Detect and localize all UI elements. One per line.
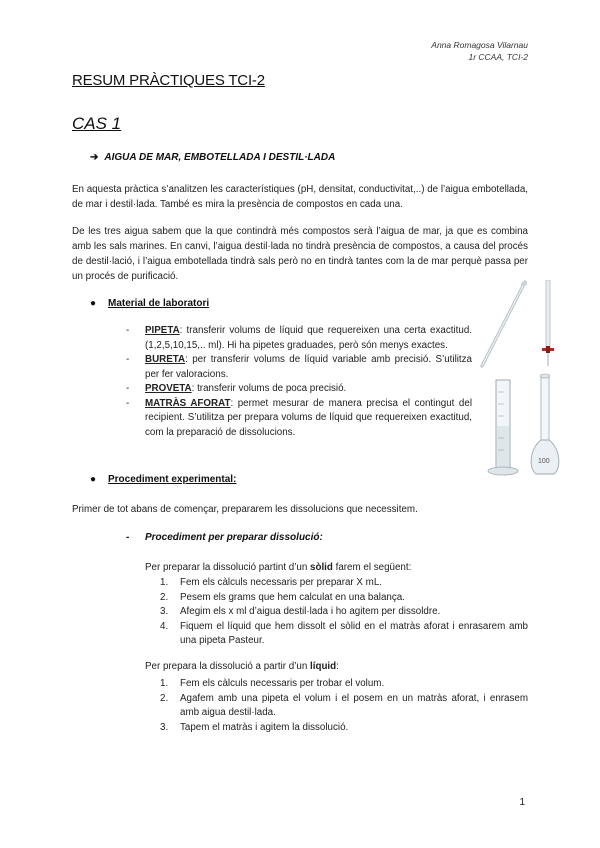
dash-icon: - — [126, 354, 130, 365]
material-name: MATRÀS AFORAT — [145, 397, 231, 409]
list-item: 4. Fiquem el líquid que hem dissolt el sòlid en el matràs aforat i enrasarem amb una pipeta Pasteur. — [160, 620, 528, 646]
step-text: Tapem el matràs i agitem la dissolució. — [180, 721, 349, 733]
subheading-text: AIGUA DE MAR, EMBOTELLADA I DESTIL·LADA — [104, 152, 336, 163]
dash-icon: - — [126, 397, 130, 409]
step-text: Pesem els grams que hem calculat en una balança. — [180, 591, 405, 603]
section-subheading — [90, 152, 335, 163]
material-name: PIPETA — [145, 325, 180, 336]
dash-icon: - — [126, 383, 130, 394]
list-item: 3. Tapem el matràs i agitem la dissolució. — [160, 721, 349, 733]
page-number: 1 — [519, 797, 525, 808]
pipette-icon — [482, 282, 527, 366]
bullet-icon: ● — [90, 298, 97, 309]
burette-icon — [542, 280, 554, 366]
procedure-subheading-text: Procediment per preparar dissolució: — [145, 532, 323, 543]
list-item — [126, 382, 472, 397]
step-text: Fem els càlculs necessaris per preparar X mL. — [180, 577, 382, 588]
solid-intro-pre: Per preparar la dissolució partint d’un — [145, 562, 311, 573]
material-heading — [90, 298, 209, 309]
procedure-heading-text: Procediment experimental: — [108, 474, 237, 485]
solid-steps-list — [160, 576, 528, 649]
list-item: 1. Fem els càlculs necessaris per preparar X mL. — [160, 577, 382, 588]
bullet-icon: ● — [90, 474, 97, 485]
list-item — [126, 353, 472, 382]
list-item: 3. Afegim els x ml d’aigua destil·lada i ho agitem per dissoldre. — [160, 606, 441, 617]
paragraph-waters: De les tres aigua sabem que la que contindrà més compostos serà l’aigua de mar, ja que es combina amb les sals marines. En canvi, l’aigua destil·lada no tindrà presència de compostos, a causa del procés de destil·lació, i l’aigua embotellada tindrà sals però no en tindrà tantes com la de mar perquè passa per un procés de purificació. — [72, 226, 528, 282]
step-text: Agafem amb una pipeta el volum i el posem en un matràs aforat, i enrasem amb aigua destil·lada. — [180, 692, 528, 718]
liquid-intro — [145, 661, 339, 672]
list-item: 2. Pesem els grams que hem calculat en una balança. — [160, 591, 405, 603]
header-course: 1r CCAA, TCI-2 — [468, 52, 528, 62]
material-heading-text: Material de laboratori — [108, 298, 210, 309]
solid-intro-bold: sòlid — [310, 562, 333, 573]
solid-intro-post: farem el següent: — [332, 562, 412, 573]
list-item — [126, 397, 472, 441]
flask-capacity-label: 100 — [538, 458, 550, 465]
dash-icon: - — [126, 325, 130, 336]
case-title: CAS 1 — [72, 114, 122, 133]
step-text: Afegim els x ml d’aigua destil·lada i ho agitem per dissoldre. — [180, 606, 441, 617]
material-desc: : transferir volums de poca precisió. — [191, 383, 347, 394]
dash-icon: - — [126, 532, 130, 543]
list-item: 1. Fem els càlculs necessaris per trobar el volum. — [160, 678, 385, 689]
lab-equipment-illustration — [478, 280, 578, 480]
paragraph-intro: En aquesta pràctica s’analitzen les característiques (pH, densitat, conductivitat,..) de l’aigua embotellada, de mar i destil·lada. També es mira la presència de compostos en cada una. — [72, 184, 528, 210]
step-text: Fem els càlculs necessaris per trobar el volum. — [180, 678, 385, 689]
material-desc: : permet mesurar de manera precisa el contingut del recipient. S’utilitza per prepara volums de líquid que requereixen exactitud, com la preparació de dissolucions. — [145, 397, 472, 438]
list-item — [126, 324, 472, 353]
volumetric-flask-icon — [531, 374, 559, 474]
arrow-right-icon: ➔ — [90, 152, 99, 163]
measuring-cylinder-icon — [488, 380, 518, 475]
solid-intro — [145, 562, 411, 573]
list-item: 2. Agafem amb una pipeta el volum i el posem en un matràs aforat, i enrasem amb aigua destil·lada. — [160, 692, 528, 718]
material-desc: : transferir volums de líquid que requereixen una certa exactitud. (1,2,5,10,15,.. ml). Hi ha pipetes graduades, però són menys exactes. — [145, 325, 472, 351]
material-name: BURETA — [145, 354, 186, 365]
paragraph-preparation: Primer de tot abans de començar, prepararem les dissolucions que necessitem. — [72, 504, 418, 515]
header-author: Anna Romagosa Vilarnau — [431, 40, 528, 50]
liquid-intro-pre: Per prepara la dissolució a partir d’un — [145, 661, 311, 672]
liquid-intro-bold: líquid — [310, 661, 337, 672]
material-desc: : per transferir volums de líquid variable amb precisió. S’utilitza per fer valoracions. — [145, 354, 472, 380]
material-list — [126, 324, 472, 440]
liquid-intro-post: : — [336, 661, 339, 672]
procedure-heading — [90, 474, 236, 485]
procedure-subheading — [126, 532, 323, 543]
step-text: Fiquem el líquid que hem dissolt el sòlid en el matràs aforat i enrasarem amb una pipeta Pasteur. — [180, 620, 528, 646]
liquid-steps-list — [160, 677, 528, 735]
document-title: RESUM PRÀCTIQUES TCI-2 — [72, 72, 265, 89]
page-header — [431, 39, 528, 63]
material-name: PROVETA — [145, 383, 192, 394]
